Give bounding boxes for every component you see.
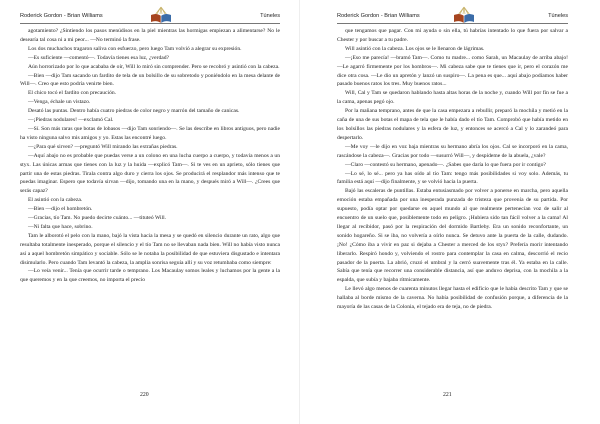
header-divider xyxy=(20,23,280,24)
paragraph: Desató las puntas. Dentro había cuatro piedras de color negro y marrón del tamaño de canicas. xyxy=(28,108,240,115)
paragraph: —¡Piedras nodulares! —exclamó Cal. xyxy=(28,117,114,124)
paragraph: Tam le alborotó el pelo con la mano, bajó la vista hacia la mesa y se quedó en silencio durante un rato, algo que resultaba totalmente inesperado, porque el silencio y el tío Tam no se llevaban nada bien. Will no había visto nunca así a aquel hombretón simpático y sociable. Sólo se le notaba la posibilidad de que estuviera disgustado e intentara disimularlo. Pero cuando Tam levantó la cabeza, la amplia sonrisa seguía allí y su voz retumbaba como siempre: xyxy=(20,232,280,266)
paragraph: —Aquí abajo no es probable que puedas verse a un colono en una lucha cuerpo a cuerpo, y todavía menos a un styx. Las únicas armas que tienes con la luz y la huida —explicó Tam—. Si te ves en un aprieto, sólo tienes que partir una de estas piedras. Tirala contra algo duro y cierra los ojos. Se producirá el resplandor más intenso que te puedas imaginar. Espero que todavía sirvan —dijo, tomando una en la mano, y después miró a Will—. ¿Crees que serás capaz? xyxy=(20,152,280,195)
paragraph: —Me voy —le dijo en voz baja mientras su hermano abría los ojos. Cal se incorporó en la cama, rascándose la cabeza—. Gracias por todo —susurró Will—, y despídeme de la abuela, ¿vale? xyxy=(337,143,568,159)
paragraph: Aún horrorizado por lo que acababa de oír, Will lo miró sin comprender. Pero se recobró y asintió con la cabeza. xyxy=(28,63,280,70)
paragraph: —Lo sé, lo sé... pero ya has oído al tío Tam: tengo más posibilidades si voy solo. Además, tu familia está aquí —dijo finalmente, y se volvió hacia la puerta. xyxy=(337,170,568,186)
header-divider xyxy=(337,23,568,24)
paragraph: —Venga, échale un vistazo. xyxy=(28,99,91,106)
paragraph: Los dos muchachos tragaron saliva con esfuerzo, pero luego Tam volvió a alegrar su expresión. xyxy=(28,45,242,52)
open-book-logo-icon xyxy=(453,5,475,25)
paragraph: —Claro —contestó su hermano, apenado—. ¿Sabes que daría lo que fuera por ir contigo? xyxy=(345,161,546,168)
paragraph: Will asintió con la cabeza. Los ojos se le llenaron de lágrimas. xyxy=(345,45,485,52)
running-header-author: Roderick Gordon - Brian Williams xyxy=(20,13,103,19)
paragraph: Por la mañana temprano, antes de que la casa empezara a rebullir, preparó la mochila y metió en la caña de una de sus botas el mapa de tela que le había dado el tío Tam. Comprobó que había metido en los bolsillos las piedras nodulares y la esfera de luz, y entonces se acercó a Cal y lo zarandeó para despertarlo. xyxy=(337,108,568,141)
paragraph: —Bien —dijo Tam sacando un fardito de tela de un bolsillo de su sobretodo y poniéndolo en la mesa delante de Will—. Creo que esto podría venirte bien. xyxy=(20,72,280,88)
paragraph: —Es suficiente —comentó—. Todavía tienes esa luz, ¿verdad? xyxy=(28,54,170,61)
paragraph: que tengamos que pagar. Con mi ayuda o sin ella, tú habrías intentado lo que fuera por salvar a Chester y por buscar a tu padre. xyxy=(337,28,568,43)
running-header-title: Túneles xyxy=(260,13,280,19)
paragraph: —Ni falta que hace, sobrino. xyxy=(28,223,93,230)
page-number: 220 xyxy=(140,392,149,398)
open-book-logo-icon xyxy=(150,5,172,25)
paragraph: —¿Para qué sirven? —preguntó Will mirando las extrañas piedras. xyxy=(28,143,178,150)
paragraph: El asintió con la cabeza. xyxy=(28,197,83,204)
paragraph: Le llevó algo menos de cuarenta minutos llegar hasta el edificio que le había descrito Tam y que se hallaba al borde mismo de la caverna. No había posibilidad de confusión porque, a diferencia de la mayoría de las casas de la Colonia, el tejado era de teja, no de piedra. xyxy=(337,286,568,311)
paragraph: —Gracias, tío Tam. No puedo decirte cuánto... —tituteó Will. xyxy=(28,215,167,222)
paragraph: —Lo veía venir... Tenía que ocurrir tarde o temprano. Los Macaulay somos leales y luchamos por la gente a la que queremos y en la que creemos, no importa el precio xyxy=(20,268,280,284)
paragraph: Bajó las escaleras de puntillas. Estaba entusiasmado por volver a ponerse en marcha, pero aquella emoción estaba empañada por una inesperada punzada de tristeza que provenía de su partida. Por supuesto, podía optar por quedarse en aquel mundo al que realmente pertenecían voz de salir al encuentro de un suelo que, posiblemente todo en peligro. ¡Hubiera sido tan fácil volver a la cama! Al llegar al recibidor, pasó por la respiración del dormido Bartleby. Era un sonido reconfortante, un sonido hogareño. Si se iba, no volvería a oírlo nunca. Se detuvo ante la puerta de la calle, dudando. ¡No! ¿Cómo iba a vivir en paz si dejaba a Chester a merced de los styx? Prefería morir intentando liberarlo. Respiró hondo y, volviendo el rostro para contemplar la casa en calma, descorrió el recio pasador de la puerta. La abrió, cruzó el umbral y la cerró suavemente tras él. Ya estaba en la calle. Sabía que tenía que recorrer una considerable distancia, así que anduvo deprisa, con la mochila a la espalda, que subía y bajaba rítmicamente. xyxy=(337,188,568,284)
paragraph: El chico tocó el fardito con precaución. xyxy=(28,90,117,97)
paragraph: agotamiento? ¿Sintiendo los pasos menúdisos en la piel mientras las hormigas empiezan a alimentarse? No le desearía tal cosa ni a mi peor... —No terminó la frase. xyxy=(20,28,280,43)
paragraph: Will, Cal y Tam se quedaron hablando hasta altas horas de la noche y, cuando Will por fin se fue a la cama, apenas pegó ojo. xyxy=(337,90,568,106)
right-page xyxy=(300,0,600,424)
running-header-author: Roderick Gordon - Brian Williams xyxy=(337,13,420,19)
running-header-title: Túneles xyxy=(548,13,568,19)
paragraph: —¡Eso me parecía! —bramó Tam—. Como tu madre... como Sarah, un Macaulay de arriba abajo! —Le agarró firmemente por los hombros—. Mi cabeza sabe que te tienes que ir, pero el corazón me dice otra cosa. —Le dio un apretón y lanzó un suspiro—. La pena es que... aquí abajo podíamos haber pasado buenos ratos los tres. Muy buenos ratos... xyxy=(337,54,568,88)
page-body-text xyxy=(20,27,280,285)
page-body-text xyxy=(337,27,568,312)
page-number: 221 xyxy=(443,392,452,398)
paragraph: —Bien —dijo el hombretón. xyxy=(28,206,93,213)
paragraph: —Sí. Son más raras que botas de lobasos —dijo Tam sonriendo—. Se las describe en libros antiguos, pero nadie ha visto ninguna salvo mis amigos y yo. Estas las encontré luego. xyxy=(20,125,280,141)
